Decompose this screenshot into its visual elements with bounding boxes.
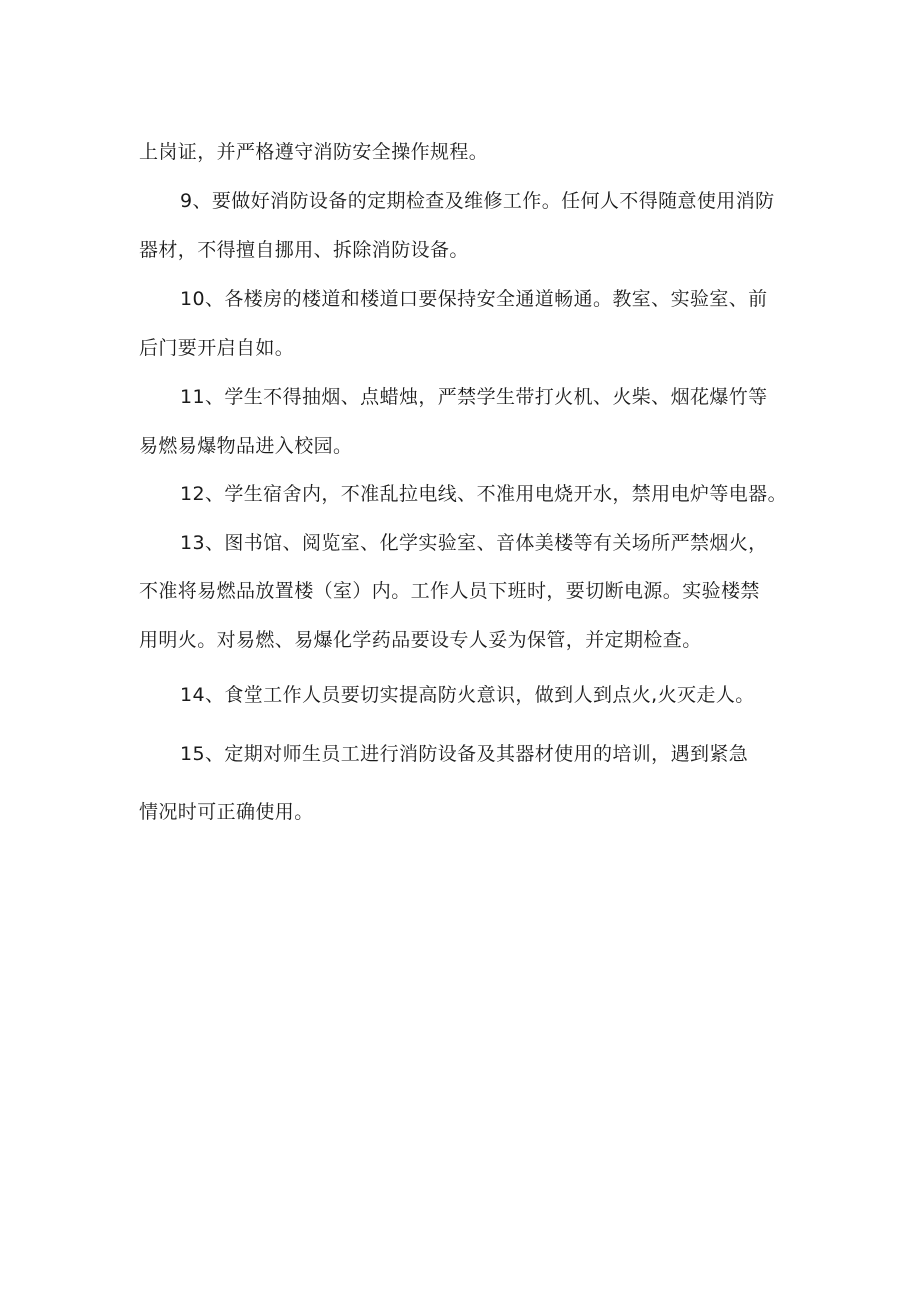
- text-line: 13、图书馆、阅览室、化学实验室、音体美楼等有关场所严禁烟火，: [180, 532, 768, 554]
- text-line: 易燃易爆物品进入校园。: [139, 435, 353, 457]
- text-line: 15、定期对师生员工进行消防设备及其器材使用的培训，遇到紧急: [180, 743, 749, 765]
- text-line: 9、要做好消防设备的定期检查及维修工作。任何人不得随意使用消防: [180, 190, 775, 212]
- text-line: 10、各楼房的楼道和楼道口要保持安全通道畅通。教室、实验室、前: [180, 288, 768, 310]
- text-line: 14、食堂工作人员要切实提高防火意识，做到人到点火,火灭走人。: [180, 684, 755, 706]
- text-line: 11、学生不得抽烟、点蜡烛，严禁学生带打火机、火柴、烟花爆竹等: [180, 386, 768, 408]
- text-line: 用明火。对易燃、易爆化学药品要设专人妥为保管，并定期检查。: [139, 629, 702, 651]
- text-line: 后门要开启自如。: [139, 337, 295, 359]
- text-line: 情况时可正确使用。: [139, 801, 314, 823]
- text-line: 器材，不得擅自挪用、拆除消防设备。: [139, 239, 469, 261]
- text-line: 上岗证，并严格遵守消防安全操作规程。: [139, 141, 489, 163]
- text-line: 12、学生宿舍内，不准乱拉电线、不准用电烧开水，禁用电炉等电器。: [180, 483, 787, 505]
- text-line: 不准将易燃品放置楼（室）内。工作人员下班时，要切断电源。实验楼禁: [139, 580, 760, 602]
